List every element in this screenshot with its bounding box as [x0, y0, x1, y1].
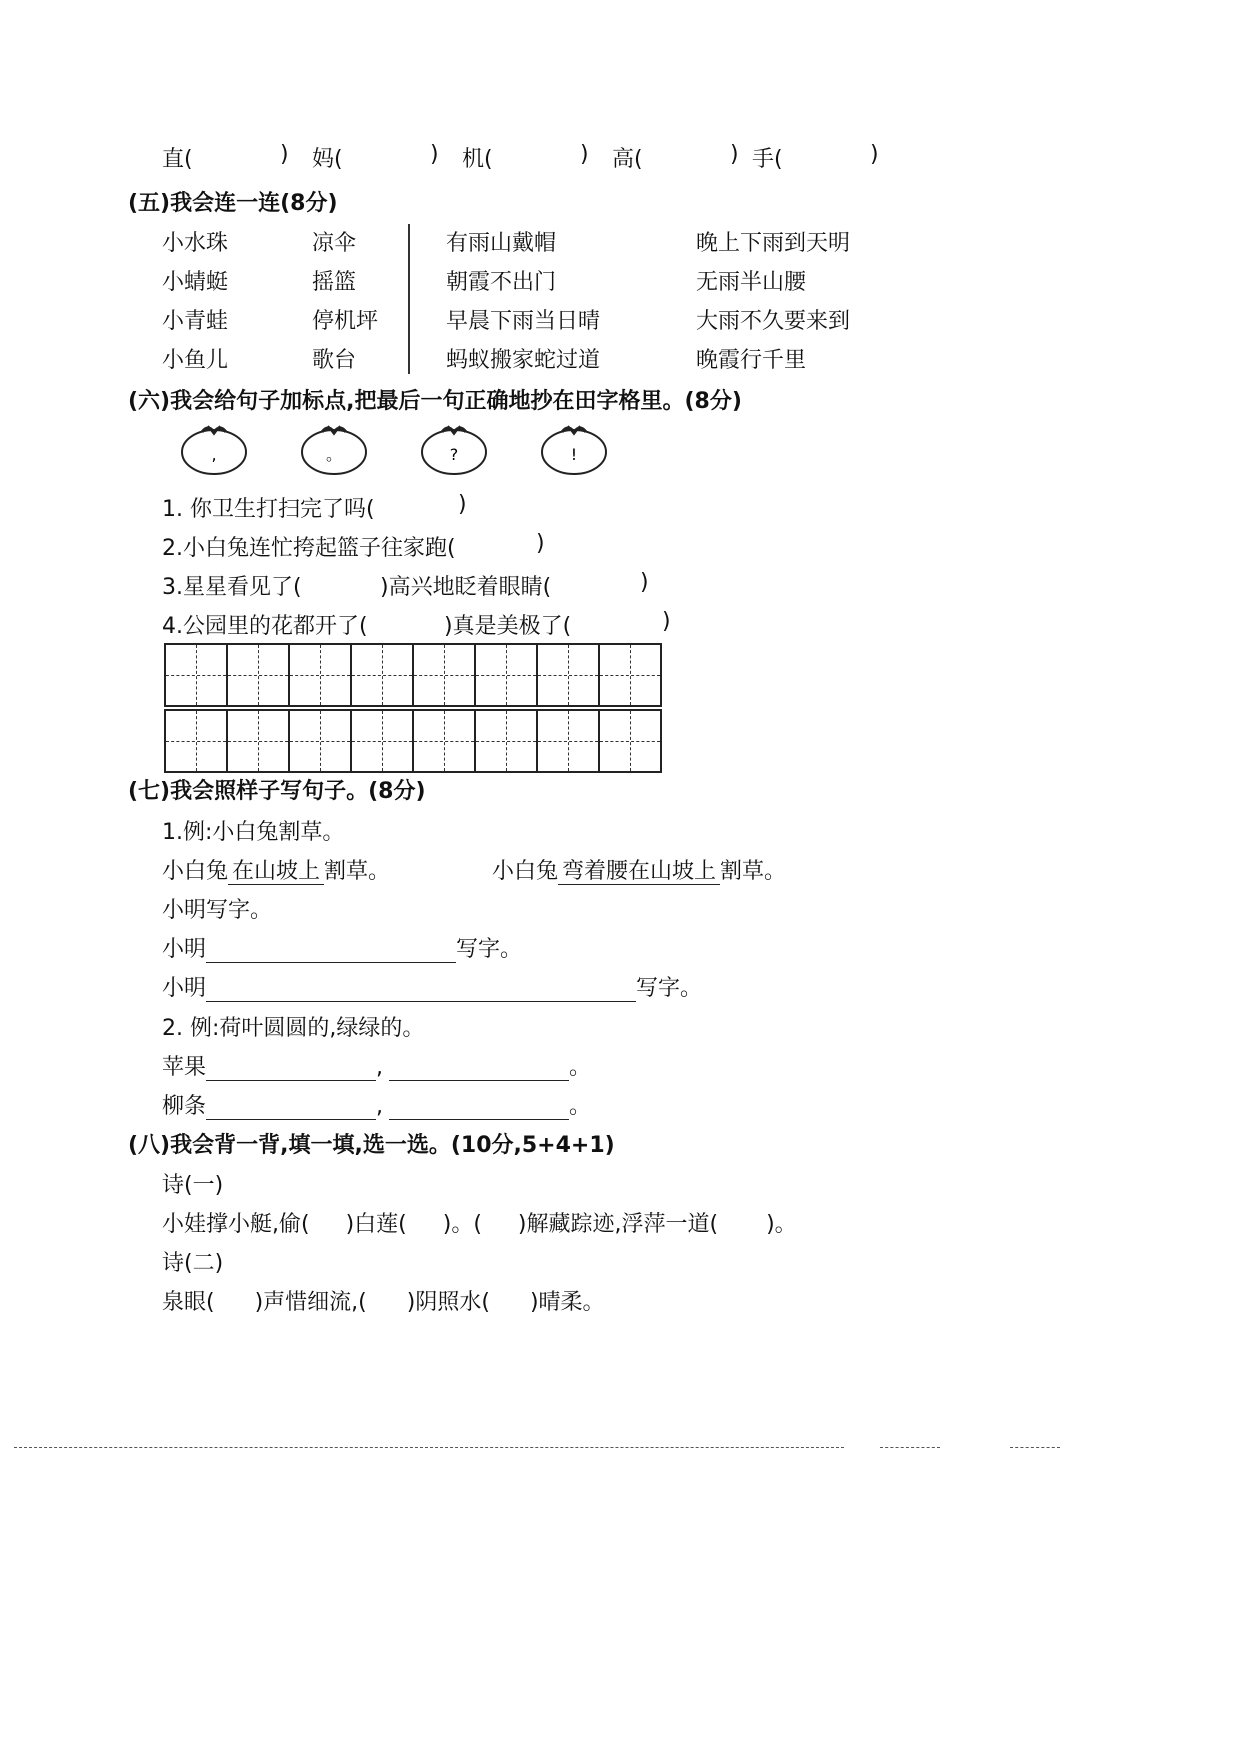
tianzige-cell[interactable]: [166, 645, 226, 705]
fill-line-2: [162, 971, 702, 1002]
poem-text: )阴照水(: [406, 1290, 490, 1315]
period: 。: [569, 1094, 592, 1119]
bracket-blank[interactable]: ): [870, 142, 879, 167]
answer-line[interactable]: [206, 1058, 376, 1081]
subject: 苹果: [162, 1055, 207, 1080]
tianzige-cell[interactable]: [412, 711, 474, 771]
tianzige-cell[interactable]: [350, 645, 412, 705]
tianzige-row-2[interactable]: [164, 709, 662, 773]
poem-text: 小娃撑小艇,偷(: [162, 1212, 310, 1237]
bracket-blank[interactable]: ): [280, 142, 289, 167]
answer-line[interactable]: [206, 940, 456, 963]
match-right-phrase: 朝霞不出门: [446, 270, 557, 295]
match-left-word: 小鱼儿: [162, 348, 229, 373]
tianzige-cell[interactable]: [226, 645, 288, 705]
bracket-open: 高(: [612, 147, 643, 172]
section-8-title: (八)我会背一背,填一填,选一选。(10分,5+4+1): [128, 1133, 615, 1158]
bracket-open: 机(: [462, 147, 493, 172]
comma: ,: [376, 1055, 384, 1080]
poem-1-line: [162, 1207, 797, 1238]
task-1-sentence: 小明写字。: [162, 898, 273, 923]
poem-text: 泉眼(: [162, 1290, 215, 1315]
bracket-open: 直(: [162, 147, 193, 172]
comma: ,: [376, 1094, 384, 1119]
match-left-target: 停机坪: [312, 309, 379, 334]
match-right-target: 大雨不久要来到: [696, 309, 851, 334]
match-right-target: 晚上下雨到天明: [696, 231, 851, 256]
example-1-sentence-b: [492, 854, 786, 885]
apple-mark-icon: [418, 416, 490, 476]
match-right-phrase: 早晨下雨当日晴: [446, 309, 601, 334]
fill-willow: [162, 1089, 591, 1120]
question-1: 1. 你卫生打扫完了吗(: [162, 497, 375, 522]
mark-text: 。: [325, 445, 343, 464]
underlined-phrase: 在山坡上: [228, 859, 324, 885]
answer-blank[interactable]: ): [458, 492, 467, 517]
question-2: 2.小白兔连忙挎起篮子往家跑(: [162, 536, 456, 561]
tianzige-cell[interactable]: [166, 711, 226, 771]
poem-text: )解藏踪迹,浮萍一道(: [517, 1212, 719, 1237]
tianzige-cell[interactable]: [350, 711, 412, 771]
tianzige-cell[interactable]: [226, 711, 288, 771]
bracket-open: 手(: [752, 147, 783, 172]
question-3a: 3.星星看见了(: [162, 575, 302, 600]
match-left-target: 摇篮: [312, 270, 357, 295]
apple-mark-icon: [178, 416, 250, 476]
answer-line[interactable]: [206, 979, 636, 1002]
tianzige-row-1[interactable]: [164, 643, 662, 707]
match-right-target: 无雨半山腰: [696, 270, 807, 295]
example-1-sentence-a: [162, 854, 390, 885]
example-2: 2. 例:荷叶圆圆的,绿绿的。: [162, 1016, 425, 1041]
tianzige-cell[interactable]: [288, 645, 350, 705]
bracket-open: 妈(: [312, 147, 343, 172]
predicate: 割草。: [324, 859, 391, 884]
column-divider: [408, 224, 410, 374]
answer-line[interactable]: [206, 1097, 376, 1120]
bracket-blank[interactable]: ): [580, 142, 589, 167]
section-5-title: (五)我会连一连(8分): [128, 191, 338, 216]
bracket-blank[interactable]: ): [730, 142, 739, 167]
fill-line-1: [162, 932, 522, 963]
tianzige-cell[interactable]: [412, 645, 474, 705]
section-6-title: (六)我会给句子加标点,把最后一句正确地抄在田字格里。(8分): [128, 389, 742, 414]
mark-text: ,: [211, 445, 217, 464]
question-4b: )真是美极了(: [444, 614, 572, 639]
mark-text: !: [570, 445, 578, 464]
match-left-word: 小青蛙: [162, 309, 229, 334]
poem-text: )晴柔。: [529, 1290, 605, 1315]
top-row: [162, 142, 193, 173]
answer-line[interactable]: [389, 1097, 569, 1120]
match-left-word: 小蜻蜓: [162, 270, 229, 295]
footer-divider: [880, 1447, 940, 1448]
period: 。: [569, 1055, 592, 1080]
poem-2-line: [162, 1285, 605, 1316]
match-right-phrase: 有雨山戴帽: [446, 231, 557, 256]
poem-text: )。: [766, 1212, 797, 1237]
underlined-phrase: 弯着腰在山坡上: [558, 859, 720, 885]
poem-text: )声惜细流,(: [254, 1290, 367, 1315]
question-4a: 4.公园里的花都开了(: [162, 614, 368, 639]
predicate: 割草。: [720, 859, 787, 884]
subject: 小明: [162, 937, 207, 962]
predicate: 写字。: [456, 937, 523, 962]
match-right-phrase: 蚂蚁搬家蛇过道: [446, 348, 601, 373]
answer-blank[interactable]: ): [640, 570, 649, 595]
mark-text: ?: [449, 445, 459, 464]
tianzige-cell[interactable]: [598, 711, 660, 771]
tianzige-cell[interactable]: [474, 645, 536, 705]
subject: 小白兔: [492, 859, 559, 884]
match-right-target: 晚霞行千里: [696, 348, 807, 373]
match-left-target: 凉伞: [312, 231, 357, 256]
tianzige-cell[interactable]: [474, 711, 536, 771]
subject: 柳条: [162, 1094, 207, 1119]
predicate: 写字。: [636, 976, 703, 1001]
tianzige-cell[interactable]: [288, 711, 350, 771]
tianzige-cell[interactable]: [598, 645, 660, 705]
answer-line[interactable]: [389, 1058, 569, 1081]
footer-divider: [14, 1447, 844, 1448]
poem-1-label: 诗(一): [162, 1173, 224, 1198]
answer-blank[interactable]: ): [536, 531, 545, 556]
tianzige-cell[interactable]: [536, 645, 598, 705]
bracket-blank[interactable]: ): [430, 142, 439, 167]
fill-apple: [162, 1050, 591, 1081]
example-1: 1.例:小白兔割草。: [162, 820, 345, 845]
poem-2-label: 诗(二): [162, 1251, 224, 1276]
question-3b: )高兴地眨着眼睛(: [380, 575, 552, 600]
match-left-target: 歌台: [312, 348, 357, 373]
section-7-title: (七)我会照样子写句子。(8分): [128, 779, 426, 804]
apple-mark-icon: [538, 416, 610, 476]
tianzige-cell[interactable]: [536, 711, 598, 771]
match-left-word: 小水珠: [162, 231, 229, 256]
answer-blank[interactable]: ): [662, 609, 671, 634]
subject: 小白兔: [162, 859, 229, 884]
apple-mark-icon: [298, 416, 370, 476]
poem-text: )。(: [442, 1212, 482, 1237]
subject: 小明: [162, 976, 207, 1001]
footer-divider: [1010, 1447, 1060, 1448]
poem-text: )白莲(: [345, 1212, 407, 1237]
